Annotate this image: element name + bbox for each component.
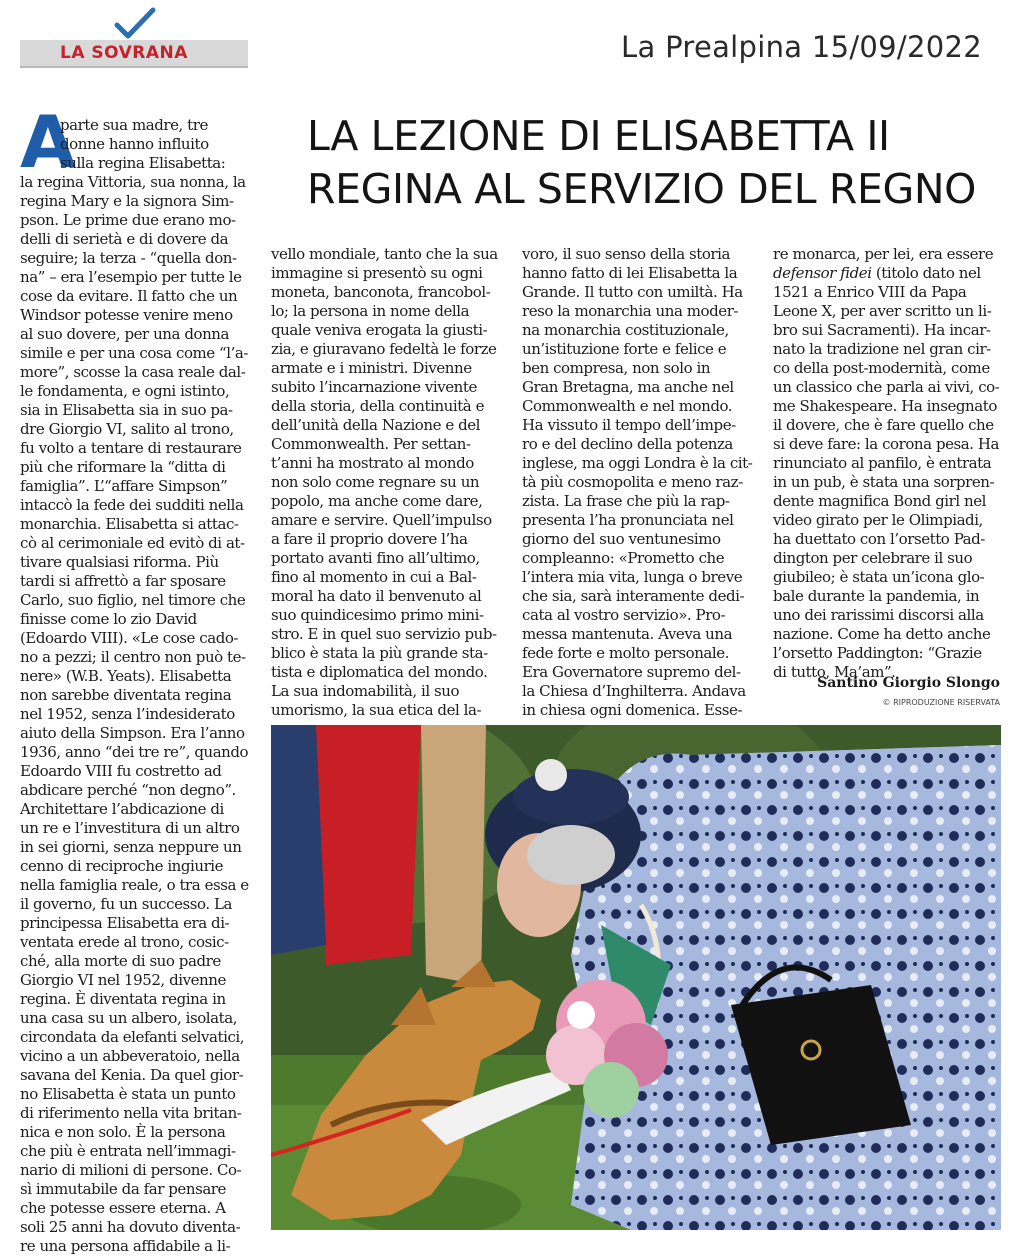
text-line: Commonwealth e nel mondo. bbox=[522, 397, 733, 415]
headline-line: REGINA AL SERVIZIO DEL REGNO bbox=[307, 165, 976, 213]
text-line: 1521 a Enrico VIII da Papa bbox=[773, 283, 967, 301]
text-line: pson. Le prime due erano mo- bbox=[20, 211, 236, 229]
text-line: zia, e giuravano fedeltà le forze bbox=[271, 340, 497, 358]
text-line: suo quindicesimo primo mini- bbox=[271, 606, 484, 624]
text-line: bale durante la pandemia, in bbox=[773, 587, 980, 605]
text-line: che sia, sarà interamente dedi- bbox=[522, 587, 745, 605]
text-line: giubileo; è stata un’icona glo- bbox=[773, 568, 985, 586]
text-line: stro. E in quel suo servizio pub- bbox=[271, 625, 497, 643]
text-line: dre Giorgio VI, salito al trono, bbox=[20, 420, 234, 438]
text-line: non sarebbe diventata regina bbox=[20, 686, 232, 704]
text-line: nella famiglia reale, o tra essa e bbox=[20, 876, 249, 894]
text-line: ben compresa, non solo in bbox=[522, 359, 711, 377]
text-line: re monarca, per lei, era essere bbox=[773, 245, 994, 263]
text-line: non solo come regnare su un bbox=[271, 473, 480, 491]
text-line: fino al momento in cui a Bal- bbox=[271, 568, 477, 586]
text-line: Architettare l’abdicazione di bbox=[20, 800, 224, 818]
text-line: la Chiesa d’Inghilterra. Andava bbox=[522, 682, 746, 700]
text-line: co della post-modernità, come bbox=[773, 359, 990, 377]
text-line: un classico che parla ai vivi, co- bbox=[773, 378, 1000, 396]
text-line: messa mantenuta. Aveva una bbox=[522, 625, 733, 643]
text-line: armate e i ministri. Divenne bbox=[271, 359, 472, 377]
text-line: a fare il proprio dovere l’ha bbox=[271, 530, 468, 548]
text-line: sì immutabile da far pensare bbox=[20, 1180, 226, 1198]
text-line: Ha vissuto il tempo dell’impe- bbox=[522, 416, 736, 434]
text-line: intaccò la fede dei sudditi nella bbox=[20, 496, 244, 514]
article-column-1 bbox=[20, 116, 250, 1256]
text-line: principessa Elisabetta era di- bbox=[20, 914, 230, 932]
text-line: una casa su un albero, isolata, bbox=[20, 1009, 238, 1027]
text-line: nica e non solo. È la persona bbox=[20, 1123, 226, 1141]
text-line: re una persona affidabile a li- bbox=[20, 1237, 231, 1255]
text-line: cata al vostro servizio». Pro- bbox=[522, 606, 726, 624]
text-line: tà più cosmopolita e meno raz- bbox=[522, 473, 743, 491]
text-line: nario di milioni di persone. Co- bbox=[20, 1161, 242, 1179]
text-line: umorismo, la sua etica del la- bbox=[271, 701, 482, 719]
text-line: l’intera mia vita, lunga o breve bbox=[522, 568, 743, 586]
text-line: sia in Elisabetta sia in suo pa- bbox=[20, 401, 233, 419]
text-line: parte sua madre, tre bbox=[60, 116, 208, 134]
article-column-3 bbox=[522, 245, 754, 720]
text-line: circondata da elefanti selvatici, bbox=[20, 1028, 245, 1046]
text-line: savana del Kenia. Da quel gior- bbox=[20, 1066, 244, 1084]
text-line: more”, scosse la casa reale dal- bbox=[20, 363, 246, 381]
text-line: popolo, ma anche come dare, bbox=[271, 492, 483, 510]
text-line: Windsor potesse venire meno bbox=[20, 306, 233, 324]
text-line: ha duettato con l’orsetto Pad- bbox=[773, 530, 985, 548]
text-line: t’anni ha mostrato al mondo bbox=[271, 454, 474, 472]
text-line: zista. La frase che più la rap- bbox=[522, 492, 730, 510]
text-line: me Shakespeare. Ha insegnato bbox=[773, 397, 997, 415]
masthead: La Prealpina 15/09/2022 bbox=[621, 30, 982, 64]
text-line: in sei giorni, senza neppure un bbox=[20, 838, 242, 856]
text-line: dington per celebrare il suo bbox=[773, 549, 973, 567]
text-line: vello mondiale, tanto che la sua bbox=[271, 245, 498, 263]
text-line: delli di serietà e di dovere da bbox=[20, 230, 229, 248]
text-line: della storia, della continuità e bbox=[271, 397, 485, 415]
text-line: nato la tradizione nel gran cir- bbox=[773, 340, 991, 358]
text-line: che potesse essere eterna. A bbox=[20, 1199, 226, 1217]
text-line: rinunciato al panfilo, è entrata bbox=[773, 454, 992, 472]
text-line: aiuto della Simpson. Era l’anno bbox=[20, 724, 245, 742]
text-line: quale veniva erogata la giusti- bbox=[271, 321, 488, 339]
photo-illustration bbox=[271, 725, 1001, 1230]
text-line: defensor fidei (titolo dato nel bbox=[773, 264, 981, 282]
text-line: il dovere, che è fare quello che bbox=[773, 416, 994, 434]
text-line: inglese, ma oggi Londra è la cit- bbox=[522, 454, 753, 472]
text-line: uno dei rarissimi discorsi alla bbox=[773, 606, 984, 624]
text-line: in un pub, è stata una sorpren- bbox=[773, 473, 995, 491]
text-line: Carlo, suo figlio, nel timore che bbox=[20, 591, 246, 609]
text-line: abdicare perché “non degno”. bbox=[20, 781, 236, 799]
text-line: donne hanno influito bbox=[60, 135, 209, 153]
text-line: le fondamenta, e ogni istinto, bbox=[20, 382, 230, 400]
text-line: di riferimento nella vita britan- bbox=[20, 1104, 242, 1122]
text-line: na monarchia costituzionale, bbox=[522, 321, 729, 339]
text-line: cò al cerimoniale ed evitò di at- bbox=[20, 534, 245, 552]
text-line: seguire; la terza - “quella don- bbox=[20, 249, 237, 267]
text-line: lo; la persona in nome della bbox=[271, 302, 470, 320]
text-line: Gran Bretagna, ma anche nel bbox=[522, 378, 734, 396]
text-line: ventata erede al trono, cosic- bbox=[20, 933, 229, 951]
section-tag bbox=[20, 40, 248, 68]
text-line: che più è entrata nell’immagi- bbox=[20, 1142, 236, 1160]
article-column-2 bbox=[271, 245, 503, 720]
text-line: no a pezzi; il centro non può te- bbox=[20, 648, 246, 666]
text-line: 1936, anno “dei tre re”, quando bbox=[20, 743, 249, 761]
text-line: tista e diplomatica del mondo. bbox=[271, 663, 488, 681]
text-line: Grande. Il tutto con umiltà. Ha bbox=[522, 283, 743, 301]
text-line: Leone X, per aver scritto un li- bbox=[773, 302, 992, 320]
text-line: cose da evitare. Il fatto che un bbox=[20, 287, 238, 305]
text-line: giorno del suo ventunesimo bbox=[522, 530, 721, 548]
text-line: reso la monarchia una moder- bbox=[522, 302, 739, 320]
text-line: presenta l’ha pronunciata nel bbox=[522, 511, 734, 529]
text-line: blico è stata la più grande sta- bbox=[271, 644, 488, 662]
text-line: al suo dovere, per una donna bbox=[20, 325, 229, 343]
text-line: di tutto, Ma’am”. bbox=[773, 663, 896, 681]
text-line: na” – era l’esempio per tutte le bbox=[20, 268, 242, 286]
text-line: fu volto a tentare di restaurare bbox=[20, 439, 242, 457]
text-line: dente magnifica Bond girl nel bbox=[773, 492, 987, 510]
text-line: tivare qualsiasi riforma. Più bbox=[20, 553, 219, 571]
text-line: amare e servire. Quell’impulso bbox=[271, 511, 492, 529]
text-line: nel 1952, senza l’indesiderato bbox=[20, 705, 235, 723]
text-line: fede forte e molto personale. bbox=[522, 644, 729, 662]
text-line: un’istituzione forte e felice e bbox=[522, 340, 727, 358]
text-line: La sua indomabilità, il suo bbox=[271, 682, 460, 700]
check-icon bbox=[113, 6, 157, 42]
text-line: regina. È diventata regina in bbox=[20, 990, 226, 1008]
text-line: soli 25 anni ha dovuto diventa- bbox=[20, 1218, 241, 1236]
byline: Santino Giorgio Slongo bbox=[817, 675, 1000, 691]
text-line: ro e del declino della potenza bbox=[522, 435, 733, 453]
text-line: sulla regina Elisabetta: bbox=[60, 154, 226, 172]
text-line: si deve fare: la corona pesa. Ha bbox=[773, 435, 1000, 453]
text-line: moneta, banconota, francobol- bbox=[271, 283, 491, 301]
text-line: cenno di reciproche ingiurie bbox=[20, 857, 224, 875]
text-line: simile e per una cosa come “l’a- bbox=[20, 344, 249, 362]
text-line: ché, alla morte di suo padre bbox=[20, 952, 221, 970]
text-line: (Edoardo VIII). «Le cose cado- bbox=[20, 629, 239, 647]
section-label: LA SOVRANA bbox=[60, 43, 188, 63]
text-line: subito l’incarnazione vivente bbox=[271, 378, 477, 396]
text-line: bro sui Sacramenti). Ha incar- bbox=[773, 321, 991, 339]
text-line: l’orsetto Paddington: “Grazie bbox=[773, 644, 982, 662]
text-line: il governo, fu un successo. La bbox=[20, 895, 232, 913]
text-line: nazione. Come ha detto anche bbox=[773, 625, 991, 643]
copyright-note: © RIPRODUZIONE RISERVATA bbox=[882, 698, 1000, 707]
text-line: Edoardo VIII fu costretto ad bbox=[20, 762, 222, 780]
article-column-4 bbox=[773, 245, 1005, 682]
drop-cap: A bbox=[20, 100, 76, 184]
text-line: monarchia. Elisabetta si attac- bbox=[20, 515, 239, 533]
text-line: nere» (W.B. Yeats). Elisabetta bbox=[20, 667, 232, 685]
text-line: video girato per le Olimpiadi, bbox=[773, 511, 983, 529]
text-line: più che riformare la “ditta di bbox=[20, 458, 226, 476]
text-line: tardi si affrettò a far sposare bbox=[20, 572, 226, 590]
text-line: Commonwealth. Per settan- bbox=[271, 435, 471, 453]
text-line: Giorgio VI nel 1952, divenne bbox=[20, 971, 226, 989]
text-line: portato avanti fino all’ultimo, bbox=[271, 549, 480, 567]
text-line: la regina Vittoria, sua nonna, la bbox=[20, 173, 246, 191]
text-line: hanno fatto di lei Elisabetta la bbox=[522, 264, 738, 282]
text-line: in chiesa ogni domenica. Esse- bbox=[522, 701, 743, 719]
text-line: moral ha dato il benvenuto al bbox=[271, 587, 482, 605]
text-line: un re e l’investitura di un altro bbox=[20, 819, 240, 837]
text-line: immagine si presentò su ogni bbox=[271, 264, 483, 282]
headline bbox=[307, 110, 1007, 216]
text-line: famiglia”. L’“affare Simpson” bbox=[20, 477, 228, 495]
text-line: no Elisabetta è stata un punto bbox=[20, 1085, 236, 1103]
text-line: regina Mary e la signora Sim- bbox=[20, 192, 234, 210]
text-line: dell’unità della Nazione e del bbox=[271, 416, 481, 434]
photo-queen-with-corgi bbox=[271, 725, 1001, 1230]
text-line: vicino a un abbeveratoio, nella bbox=[20, 1047, 240, 1065]
text-line: compleanno: «Prometto che bbox=[522, 549, 725, 567]
headline-line: LA LEZIONE DI ELISABETTA II bbox=[307, 112, 890, 160]
text-line: finisse come lo zio David bbox=[20, 610, 197, 628]
text-line: Era Governatore supremo del- bbox=[522, 663, 741, 681]
text-line: voro, il suo senso della storia bbox=[522, 245, 730, 263]
